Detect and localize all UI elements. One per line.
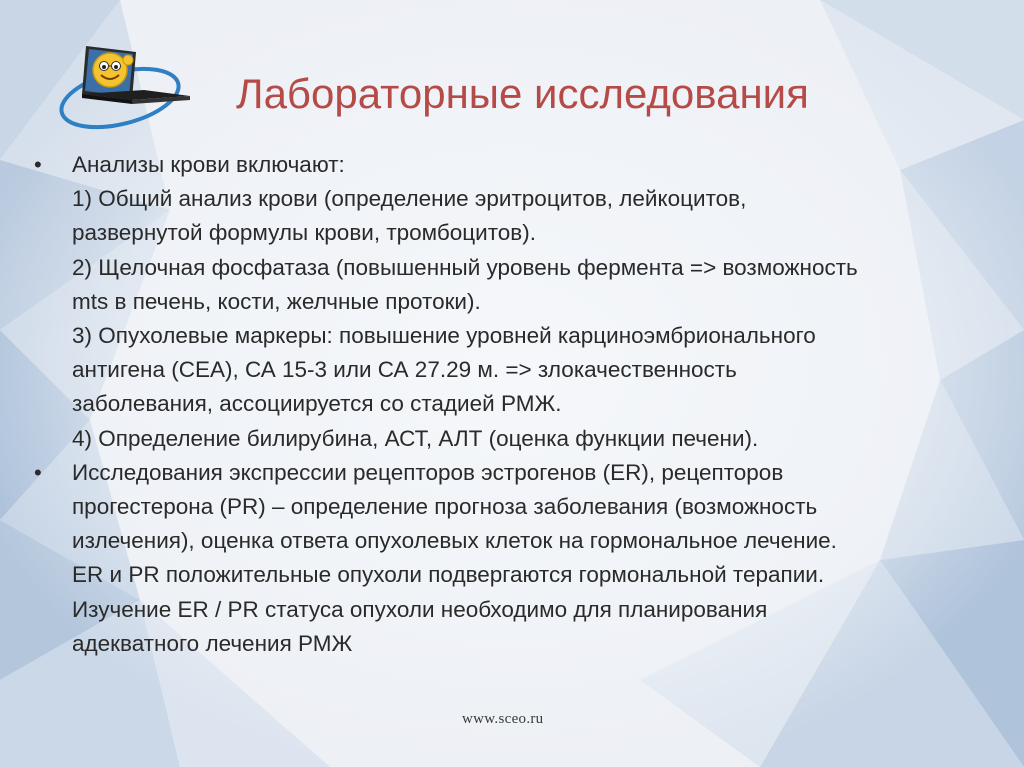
- text-line: прогестерона (PR) – определение прогноза заболевания (возможность: [72, 494, 818, 520]
- text-line: адекватного лечения РМЖ: [72, 630, 353, 656]
- text-line: Исследования экспрессии рецепторов эстрогенов (ER), рецепторов: [72, 459, 784, 485]
- slide-title: Лабораторные исследования: [236, 70, 809, 117]
- text-line: антигена (СЕА), СА 15-3 или СА 27.29 м. => злокачественность: [72, 357, 737, 383]
- footer-url: www.sceo.ru: [462, 711, 544, 727]
- text-line: Изучение ER / PR статуса опухоли необходимо для планирования: [72, 596, 768, 622]
- text-line: 4) Определение билирубина, АСТ, АЛТ (оценка функции печени).: [72, 425, 759, 451]
- text-line: 3) Опухолевые маркеры: повышение уровней карциноэмбрионального: [72, 323, 816, 349]
- bullet-dot-icon: •: [34, 459, 42, 485]
- bullet-item-receptor-studies: [30, 456, 990, 661]
- text-line: mts в печень, кости, желчные протоки).: [72, 288, 481, 314]
- text-line: 1) Общий анализ крови (определение эритроцитов, лейкоцитов,: [72, 186, 747, 212]
- text-line: заболевания, ассоциируется со стадией РМЖ.: [72, 391, 562, 417]
- text-line: ER и PR положительные опухоли подвергаются гормональной терапии.: [72, 562, 825, 588]
- text-line: излечения), оценка ответа опухолевых клеток на гормональное лечение.: [72, 528, 837, 554]
- text-line: развернутой формулы крови, тромбоцитов).: [72, 220, 537, 246]
- bullet-item-blood-tests: [30, 148, 990, 456]
- text-line: Анализы крови включают:: [72, 152, 345, 177]
- bullet-dot-icon: •: [34, 152, 42, 177]
- laptop-smiley-logo-icon: [58, 38, 192, 134]
- slide-content: [30, 148, 990, 661]
- text-line: 2) Щелочная фосфатаза (повышенный уровень фермента => возможность: [72, 254, 858, 280]
